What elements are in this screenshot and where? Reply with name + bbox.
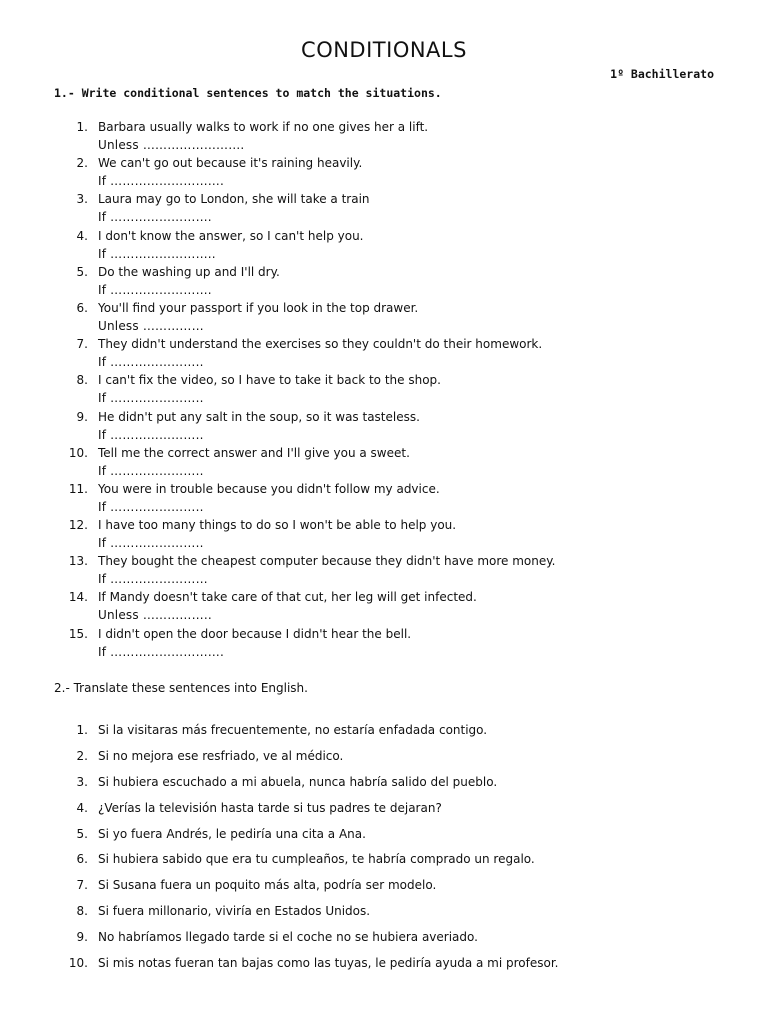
item-sentence: ¿Verías la televisión hasta tarde si tus padres te dejaran? <box>98 800 442 815</box>
answer-line: If ………………….. <box>98 427 204 442</box>
answer-line: If ………………….. <box>98 536 204 551</box>
item-sentence: I didn't open the door because I didn't hear the bell. <box>98 626 412 641</box>
item-number: 12. <box>68 518 88 533</box>
exercise-item <box>0 446 768 482</box>
item-sentence: I don't know the answer, so I can't help you. <box>98 228 364 243</box>
exercise-item <box>0 410 768 446</box>
translation-item <box>0 723 768 749</box>
item-number: 5. <box>76 264 88 279</box>
item-sentence: Si hubiera escuchado a mi abuela, nunca habría salido del pueblo. <box>98 774 498 789</box>
item-number: 2. <box>76 748 88 763</box>
section-1-list <box>0 120 768 663</box>
item-number: 4. <box>76 228 88 243</box>
translation-item <box>0 827 768 853</box>
item-number: 6. <box>76 852 88 867</box>
translation-item <box>0 930 768 956</box>
exercise-item <box>0 265 768 301</box>
exercise-item <box>0 482 768 518</box>
answer-line: If ……………………. <box>98 282 212 297</box>
item-sentence: No habríamos llegado tarde si el coche no se hubiera averiado. <box>98 930 478 945</box>
item-number: 11. <box>68 481 88 496</box>
exercise-item <box>0 229 768 265</box>
answer-line: If ………………….. <box>98 355 204 370</box>
answer-line: If ………………….. <box>98 463 204 478</box>
item-number: 10. <box>68 445 88 460</box>
exercise-item <box>0 554 768 590</box>
item-number: 8. <box>76 904 88 919</box>
exercise-item <box>0 120 768 156</box>
item-number: 1. <box>76 723 88 737</box>
answer-line: If …………………….. <box>98 246 216 261</box>
item-number: 6. <box>76 300 88 315</box>
exercise-item <box>0 590 768 626</box>
translation-item <box>0 956 768 982</box>
section-2-heading: 2.- Translate these sentences into English. <box>54 681 308 695</box>
translation-item <box>0 852 768 878</box>
exercise-item <box>0 373 768 409</box>
item-sentence: Si yo fuera Andrés, le pediría una cita a Ana. <box>98 826 366 841</box>
answer-line: If ………………….. <box>98 391 204 406</box>
item-sentence: He didn't put any salt in the soup, so it was tasteless. <box>98 409 420 424</box>
item-sentence: They didn't understand the exercises so they couldn't do their homework. <box>98 337 543 352</box>
item-number: 2. <box>76 156 88 171</box>
item-sentence: Si la visitaras más frecuentemente, no estaría enfadada contigo. <box>98 723 488 737</box>
exercise-item <box>0 518 768 554</box>
item-number: 3. <box>76 192 88 207</box>
item-sentence: I have too many things to do so I won't be able to help you. <box>98 518 457 533</box>
exercise-item <box>0 337 768 373</box>
page-title: CONDITIONALS <box>301 38 467 62</box>
item-sentence: Si mis notas fueran tan bajas como las tuyas, le pediría ayuda a mi profesor. <box>98 956 559 971</box>
answer-line: If ……………………. <box>98 210 212 225</box>
item-sentence: You were in trouble because you didn't follow my advice. <box>98 481 440 496</box>
item-sentence: Laura may go to London, she will take a train <box>98 192 370 207</box>
item-sentence: We can't go out because it's raining heavily. <box>98 156 363 171</box>
item-sentence: Do the washing up and I'll dry. <box>98 264 280 279</box>
item-number: 13. <box>68 554 88 569</box>
translation-item <box>0 801 768 827</box>
item-sentence: You'll find your passport if you look in the top drawer. <box>98 300 419 315</box>
item-sentence: I can't fix the video, so I have to take it back to the shop. <box>98 373 441 388</box>
exercise-item <box>0 301 768 337</box>
translation-item <box>0 878 768 904</box>
item-number: 3. <box>76 774 88 789</box>
course-level: 1º Bachillerato <box>610 67 714 81</box>
answer-line: Unless …………… <box>98 318 204 333</box>
answer-line: Unless ……………………. <box>98 138 245 152</box>
item-sentence: Si no mejora ese resfriado, ve al médico. <box>98 748 344 763</box>
item-sentence: Si fuera millonario, viviría en Estados Unidos. <box>98 904 371 919</box>
item-sentence: Si Susana fuera un poquito más alta, podría ser modelo. <box>98 878 437 893</box>
item-number: 1. <box>76 120 88 134</box>
item-sentence: Si hubiera sabido que era tu cumpleaños, te habría comprado un regalo. <box>98 852 535 867</box>
item-sentence: If Mandy doesn't take care of that cut, her leg will get infected. <box>98 590 477 605</box>
item-sentence: They bought the cheapest computer because they didn't have more money. <box>98 554 556 569</box>
answer-line: Unless …………….. <box>98 608 212 623</box>
item-number: 8. <box>76 373 88 388</box>
section-1-heading: 1.- Write conditional sentences to match the situations. <box>54 86 442 100</box>
item-number: 4. <box>76 800 88 815</box>
item-number: 7. <box>76 337 88 352</box>
exercise-item <box>0 627 768 663</box>
translation-item <box>0 775 768 801</box>
answer-line: If …………………… <box>98 572 208 587</box>
translation-item <box>0 904 768 930</box>
item-number: 15. <box>68 626 88 641</box>
item-number: 5. <box>76 826 88 841</box>
section-2-list <box>0 723 768 982</box>
exercise-item <box>0 156 768 192</box>
item-number: 9. <box>76 930 88 945</box>
item-sentence: Tell me the correct answer and I'll give you a sweet. <box>98 445 410 460</box>
answer-line: If ………………….. <box>98 499 204 514</box>
answer-line: If ………………………. <box>98 174 224 189</box>
exercise-item <box>0 192 768 228</box>
item-number: 9. <box>76 409 88 424</box>
answer-line: If ………………………. <box>98 644 224 659</box>
translation-item <box>0 749 768 775</box>
item-sentence: Barbara usually walks to work if no one gives her a lift. <box>98 120 429 134</box>
item-number: 10. <box>68 956 88 971</box>
item-number: 14. <box>68 590 88 605</box>
item-number: 7. <box>76 878 88 893</box>
